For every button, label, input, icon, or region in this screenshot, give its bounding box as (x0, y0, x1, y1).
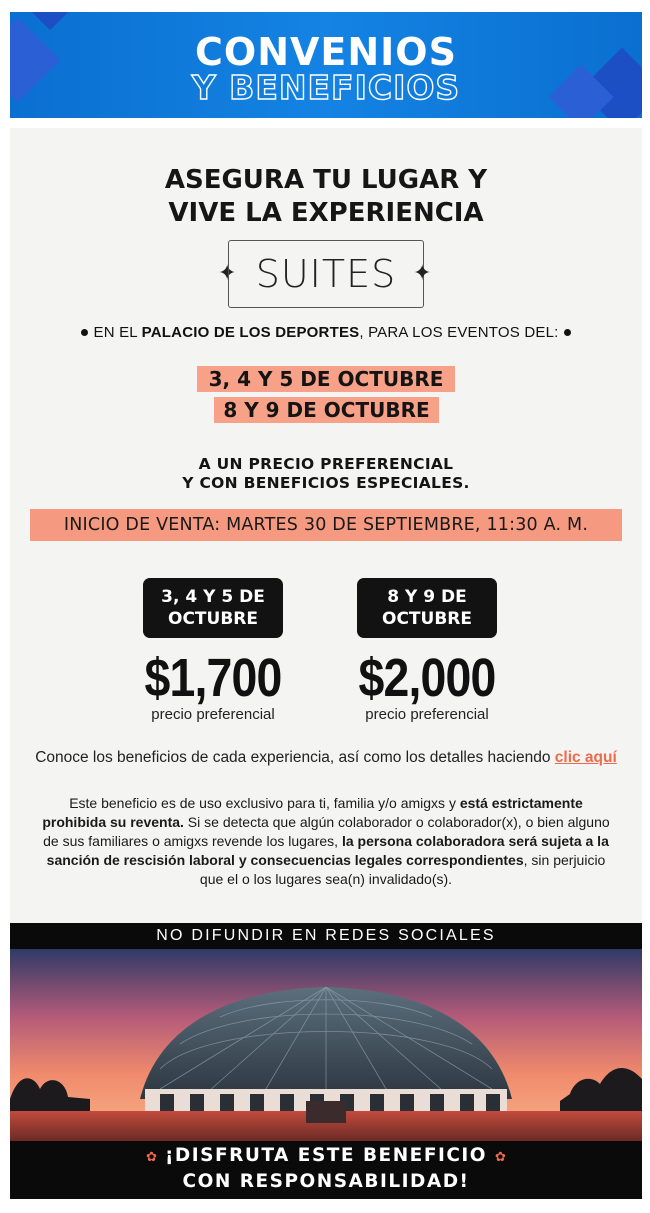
responsibility-text-1: ¡DISFRUTA ESTE BENEFICIO (164, 1145, 488, 1166)
event-dates-2: 8 Y 9 DE OCTUBRE (214, 397, 439, 423)
disclaimer-text: Si se detecta que algún colaborador o colaborador(x), o bien alguno de sus familiares o amigxs revende los lugares, (43, 814, 610, 849)
suites-badge (10, 240, 642, 308)
price-amount: $2,000 (358, 648, 496, 708)
ticket-icon: ✿ (146, 1150, 157, 1165)
bullet-icon (564, 329, 571, 336)
headline (10, 164, 642, 230)
preferential-line-2: Y CON BENEFICIOS ESPECIALES. (182, 474, 470, 492)
footer-block (10, 923, 642, 1199)
preferential-text (10, 455, 642, 493)
suites-label: SUITES (228, 240, 424, 308)
price-dates-line-2: OCTUBRE (168, 609, 258, 629)
responsibility-message (10, 1144, 642, 1194)
price-card-1 (133, 578, 293, 723)
headline-line-1: ASEGURA TU LUGAR Y (164, 165, 488, 195)
price-note: precio preferencial (365, 706, 489, 723)
disclaimer-bold: está estrictamente prohibida su reventa. (42, 795, 583, 830)
venue-name: PALACIO DE LOS DEPORTES (141, 324, 360, 341)
price-dates-pill (357, 578, 497, 638)
arena-photo (10, 949, 642, 1141)
preferential-line-1: A UN PRECIO PREFERENCIAL (198, 455, 454, 473)
sparkle-icon: ✦ (413, 260, 432, 285)
sale-start-banner: INICIO DE VENTA: MARTES 30 DE SEPTIEMBRE, 11:30 A. M. (30, 509, 622, 541)
disclaimer (40, 794, 612, 889)
banner-title: CONVENIOS (195, 30, 457, 74)
disclaimer-bold: la persona colaboradora será sujeta a la sanción de rescisión laboral y consecuencias legales correspondientes (46, 833, 609, 868)
bullet-icon (81, 329, 88, 336)
details-link[interactable]: clic aquí (554, 749, 617, 766)
benefits-text: Conoce los beneficios de cada experiencia, así como los detalles haciendo (35, 749, 555, 766)
banner-subtitle: Y BENEFICIOS (191, 68, 461, 107)
price-dates-line-1: 3, 4 Y 5 DE (161, 587, 265, 607)
header-banner (10, 12, 642, 118)
event-dates-1: 3, 4 Y 5 DE OCTUBRE (197, 366, 455, 392)
responsibility-line-1 (10, 1144, 642, 1170)
benefits-line (10, 749, 642, 767)
price-dates-line-1: 8 Y 9 DE (387, 587, 467, 607)
sparkle-icon: ✦ (218, 260, 237, 285)
price-amount: $1,700 (144, 648, 282, 708)
decorative-shape (22, 12, 79, 30)
price-note: precio preferencial (151, 706, 275, 723)
venue-line (10, 324, 642, 341)
price-dates-line-2: OCTUBRE (382, 609, 472, 629)
disclaimer-text: , sin perjuicio que el o los lugares sea(n) invalidado(s). (199, 852, 606, 887)
content-card (10, 128, 642, 923)
venue-suffix: , PARA LOS EVENTOS DEL: (359, 324, 559, 341)
disclaimer-text: Este beneficio es de uso exclusivo para ti, familia y/o amigxs y (69, 795, 460, 811)
ticket-icon: ✿ (494, 1150, 506, 1165)
price-card-2 (347, 578, 507, 723)
venue-prefix: EN EL (93, 324, 142, 341)
no-share-warning: NO DIFUNDIR EN REDES SOCIALES (156, 927, 496, 944)
responsibility-line-2: CON RESPONSABILIDAD! (182, 1171, 470, 1192)
headline-line-2: VIVE LA EXPERIENCIA (168, 198, 484, 228)
price-dates-pill (143, 578, 283, 638)
